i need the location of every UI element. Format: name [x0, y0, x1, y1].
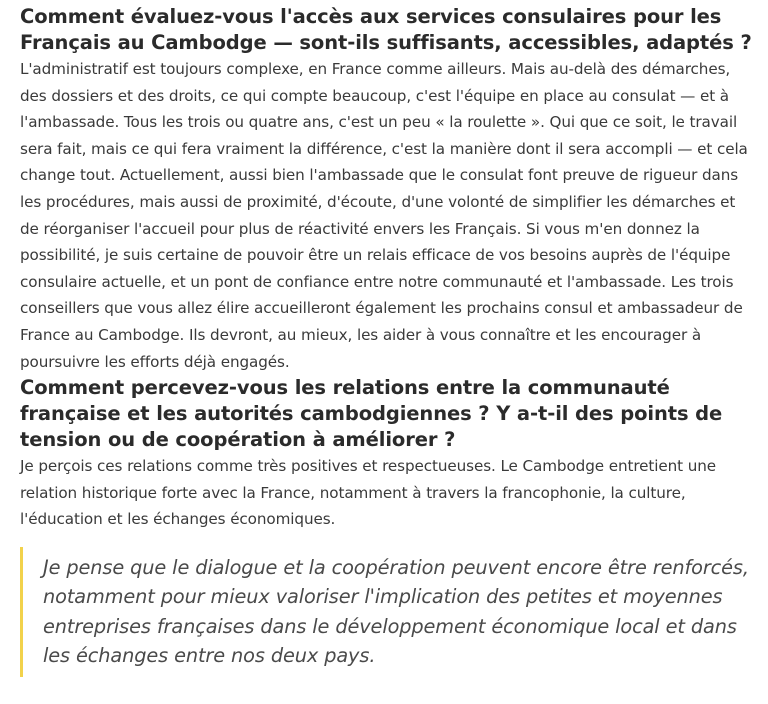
question-heading-relations: Comment percevez-vous les relations entre la communauté française et les autorités cambodgiennes ? Y a-t-il des points de tension ou de coopération à améliorer ?	[20, 376, 723, 452]
pull-quote-text: Je pense que le dialogue et la coopération peuvent encore être renforcés, notamment pour mieux valoriser l'implication des petites et moyennes entreprises françaises dans le développement économique local et dans les échanges entre nos deux pays.	[43, 555, 749, 668]
question-heading-consular-services: Comment évaluez-vous l'accès aux services consulaires pour les Français au Cambodge — sont-ils suffisants, accessibles, adaptés ?	[20, 5, 752, 54]
pull-quote	[20, 547, 755, 677]
article-content	[20, 4, 755, 677]
answer-paragraph-relations: Je perçois ces relations comme très positives et respectueuses. Le Cambodge entretient une relation historique forte avec la France, notamment à travers la francophonie, la culture, l'éducation et les échanges économiques.	[20, 457, 717, 529]
answer-paragraph-consular-services: L'administratif est toujours complexe, en France comme ailleurs. Mais au-delà des démarches, des dossiers et des droits, ce qui compte beaucoup, c'est l'équipe en place au consulat — et à l'ambassade. Tous les trois ou quatre ans, c'est un peu « la roulette ». Qui que ce soit, le travail sera fait, mais ce qui fera vraiment la différence, c'est la manière dont il sera accompli — et cela change tout. Actuellement, aussi bien l'ambassade que le consulat font preuve de rigueur dans les procédures, mais aussi de proximité, d'écoute, d'une volonté de simplifier les démarches et de réorganiser l'accueil pour plus de réactivité envers les Français. Si vous m'en donnez la possibilité, je suis certaine de pouvoir être un relais efficace de vos besoins auprès de l'équipe consulaire actuelle, et un pont de confiance entre notre communauté et l'ambassade. Les trois conseillers que vous allez élire accueilleront également les prochains consul et ambassadeur de France au Cambodge. Ils devront, au mieux, les aider à vous connaître et les encourager à poursuivre les efforts déjà engagés.	[20, 60, 748, 371]
